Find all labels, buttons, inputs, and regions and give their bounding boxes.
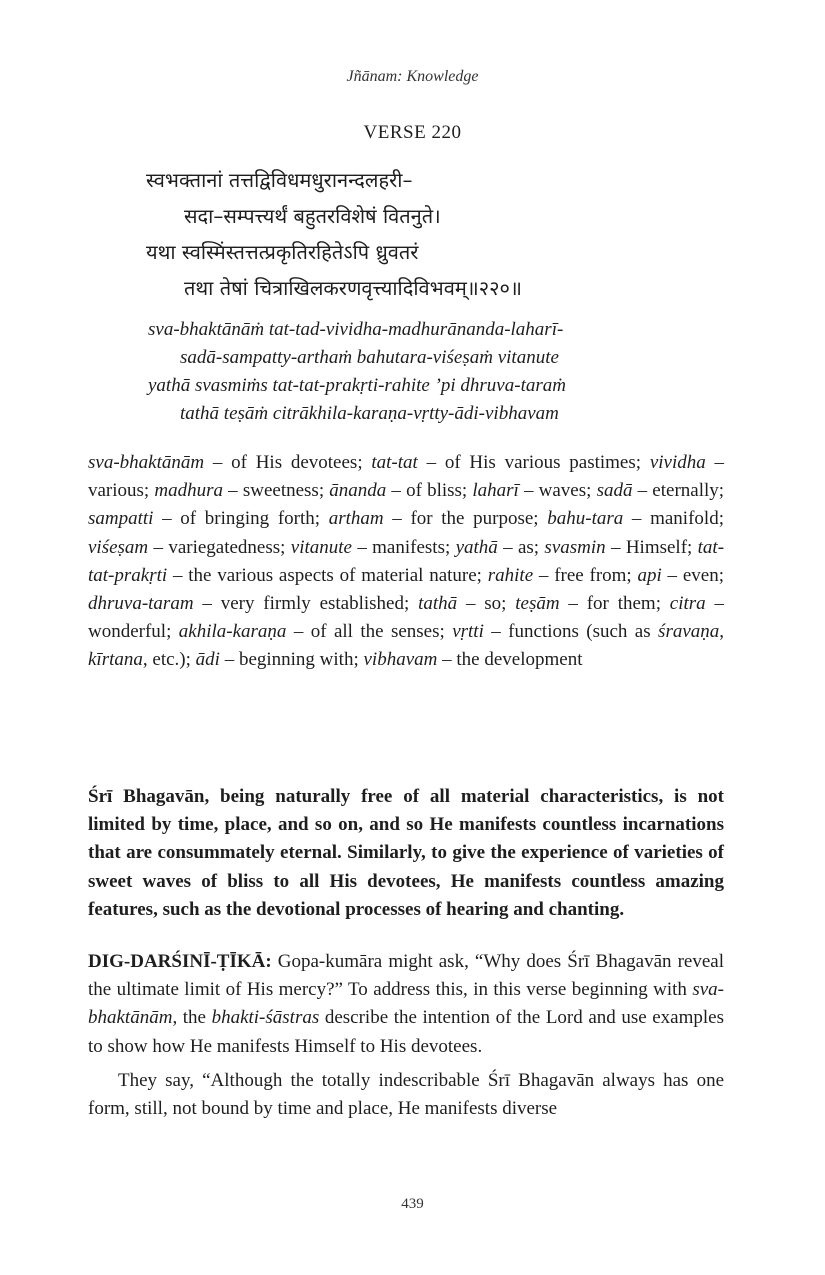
synonym-term: tat-tat-prakṛti bbox=[88, 536, 725, 586]
synonym-meaning: – for them; bbox=[559, 593, 661, 615]
transliteration-line: sva-bhaktānāṁ tat-tad-vividha-madhurānanda-laharī- bbox=[148, 319, 564, 340]
synonym-term: viśeṣam bbox=[88, 536, 149, 558]
synonym-meaning: – of His devotees; bbox=[204, 452, 363, 473]
synonym-term: akhila-karaṇa bbox=[178, 621, 287, 643]
synonym-meaning: – of bliss; bbox=[386, 480, 468, 502]
devanagari-line: सदा–सम्पत्त्यर्थं बहुतरविशेषं वितनुते। bbox=[184, 204, 441, 228]
running-head: Jñānam: Knowledge bbox=[346, 68, 479, 85]
synonym-term: dhruva-taram bbox=[88, 593, 194, 615]
synonym-term: vividha bbox=[649, 452, 706, 473]
synonym-meaning: – even; bbox=[661, 564, 724, 586]
synonym-term: rahite bbox=[487, 564, 534, 586]
synonym-meaning: – as; bbox=[497, 536, 540, 558]
synonym-meaning: – beginning with; bbox=[219, 649, 359, 671]
synonym-meaning: – so; bbox=[457, 593, 507, 615]
synonym-term: yathā bbox=[455, 536, 498, 558]
commentary-text: , the bbox=[172, 1007, 206, 1029]
commentary-term: sva-bhaktānām bbox=[88, 979, 725, 1029]
commentary-text: Gopa-kumāra might ask, “Why does Śrī Bhagavān reveal the ultimate limit of His mercy?” To address this, in this verse beginning with bbox=[88, 951, 724, 1001]
synonym-term: svasmin bbox=[544, 536, 606, 558]
synonym-term: bahu-tara bbox=[547, 508, 624, 530]
commentary-term: bhakti-śāstras bbox=[211, 1007, 320, 1029]
devanagari-line: स्वभक्तानां तत्तद्विविधमधुरानन्दलहरी– bbox=[146, 168, 413, 192]
synonym-meaning: – of bringing forth; bbox=[153, 508, 321, 530]
synonym-term: tat-tat bbox=[371, 452, 418, 473]
synonym-meaning: – very firmly established; bbox=[193, 593, 410, 615]
synonym-term: kīrtana bbox=[88, 649, 143, 671]
synonym-meaning: – manifold; bbox=[623, 508, 724, 530]
synonym-term: teṣām bbox=[515, 593, 560, 615]
synonym-meaning: , bbox=[719, 621, 725, 643]
synonym-meaning: – variegatedness; bbox=[148, 536, 286, 558]
synonym-meaning: – manifests; bbox=[351, 536, 451, 558]
synonym-term: ānanda bbox=[329, 480, 387, 502]
commentary-paragraph: They say, “Although the totally indescribable Śrī Bhagavān always has one form, still, not bound by time and place, He manifests diverse bbox=[88, 1069, 724, 1120]
transliteration-verse bbox=[148, 316, 708, 428]
synonym-meaning: – Himself; bbox=[605, 536, 693, 558]
synonym-meaning: – the development bbox=[437, 649, 583, 671]
devanagari-line: यथा स्वस्मिंस्तत्तत्प्रकृतिरहितेऽपि ध्रुवतरं bbox=[146, 240, 419, 264]
transliteration-line: yathā svasmiṁs tat-tat-prakṛti-rahite ’pi dhruva-taraṁ bbox=[148, 375, 566, 396]
synonym-term: sva-bhaktānām bbox=[88, 452, 205, 473]
word-for-word-synonyms bbox=[88, 449, 724, 675]
transliteration-line: tathā teṣāṁ citrākhila-karaṇa-vṛtty-ādi-vibhavam bbox=[180, 403, 559, 424]
synonym-meaning: – of His various pastimes; bbox=[417, 452, 642, 473]
synonym-term: śravaṇa bbox=[658, 621, 720, 643]
synonym-meaning: – of all the senses; bbox=[286, 621, 445, 643]
synonym-term: ādi bbox=[195, 649, 220, 671]
devanagari-line: तथा तेषां चित्राखिलकरणवृत्त्यादिविभवम्॥२२०॥ bbox=[184, 276, 522, 300]
commentary-paragraph bbox=[88, 948, 724, 1061]
synonym-meaning: – the various aspects of material nature; bbox=[167, 564, 482, 586]
commentary bbox=[88, 948, 724, 1123]
page-number: 439 bbox=[401, 1196, 424, 1212]
transliteration-line: sadā-sampatty-arthaṁ bahutara-viśeṣaṁ vitanute bbox=[180, 347, 559, 368]
synonym-term: sampatti bbox=[88, 508, 154, 530]
synonym-meaning: , etc.); bbox=[142, 649, 191, 671]
synonym-meaning: – functions (such as bbox=[483, 621, 651, 643]
synonym-term: vibhavam bbox=[363, 649, 438, 671]
synonym-term: citra bbox=[669, 593, 706, 615]
synonym-term: api bbox=[637, 564, 662, 586]
synonym-meaning: – for the purpose; bbox=[383, 508, 539, 530]
synonym-meaning: – eternally; bbox=[632, 480, 725, 502]
verse-translation: Śrī Bhagavān, being naturally free of all material characteristics, is not limited by time, place, and so on, and so He manifests countless incarnations that are consummately eternal. Similarly, to give the experience of varieties of sweet waves of bliss to all His devotees, He manifests countless amazing features, such as the devotional processes of hearing and chanting. bbox=[88, 786, 724, 920]
synonym-meaning: – free from; bbox=[533, 564, 632, 586]
devanagari-verse bbox=[146, 162, 706, 306]
synonym-meaning: – various; bbox=[88, 452, 725, 502]
synonym-term: sadā bbox=[596, 480, 633, 502]
synonym-term: tathā bbox=[418, 593, 458, 615]
synonym-term: vitanute bbox=[290, 536, 352, 558]
commentary-text: describe the intention of the Lord and use examples to show how He manifests Himself to His devotees. bbox=[88, 1007, 724, 1057]
synonym-meaning: – waves; bbox=[518, 480, 592, 502]
commentary-heading: DIG-DARŚINĪ-ṬĪKĀ: bbox=[88, 951, 272, 972]
synonym-meaning: – wonderful; bbox=[88, 593, 724, 643]
synonym-term: artham bbox=[328, 508, 384, 530]
synonym-term: vṛtti bbox=[452, 621, 484, 643]
verse-number: VERSE 220 bbox=[363, 122, 462, 143]
synonym-term: laharī bbox=[472, 480, 519, 502]
synonym-term: madhura bbox=[154, 480, 224, 502]
synonym-meaning: – sweetness; bbox=[223, 480, 325, 502]
